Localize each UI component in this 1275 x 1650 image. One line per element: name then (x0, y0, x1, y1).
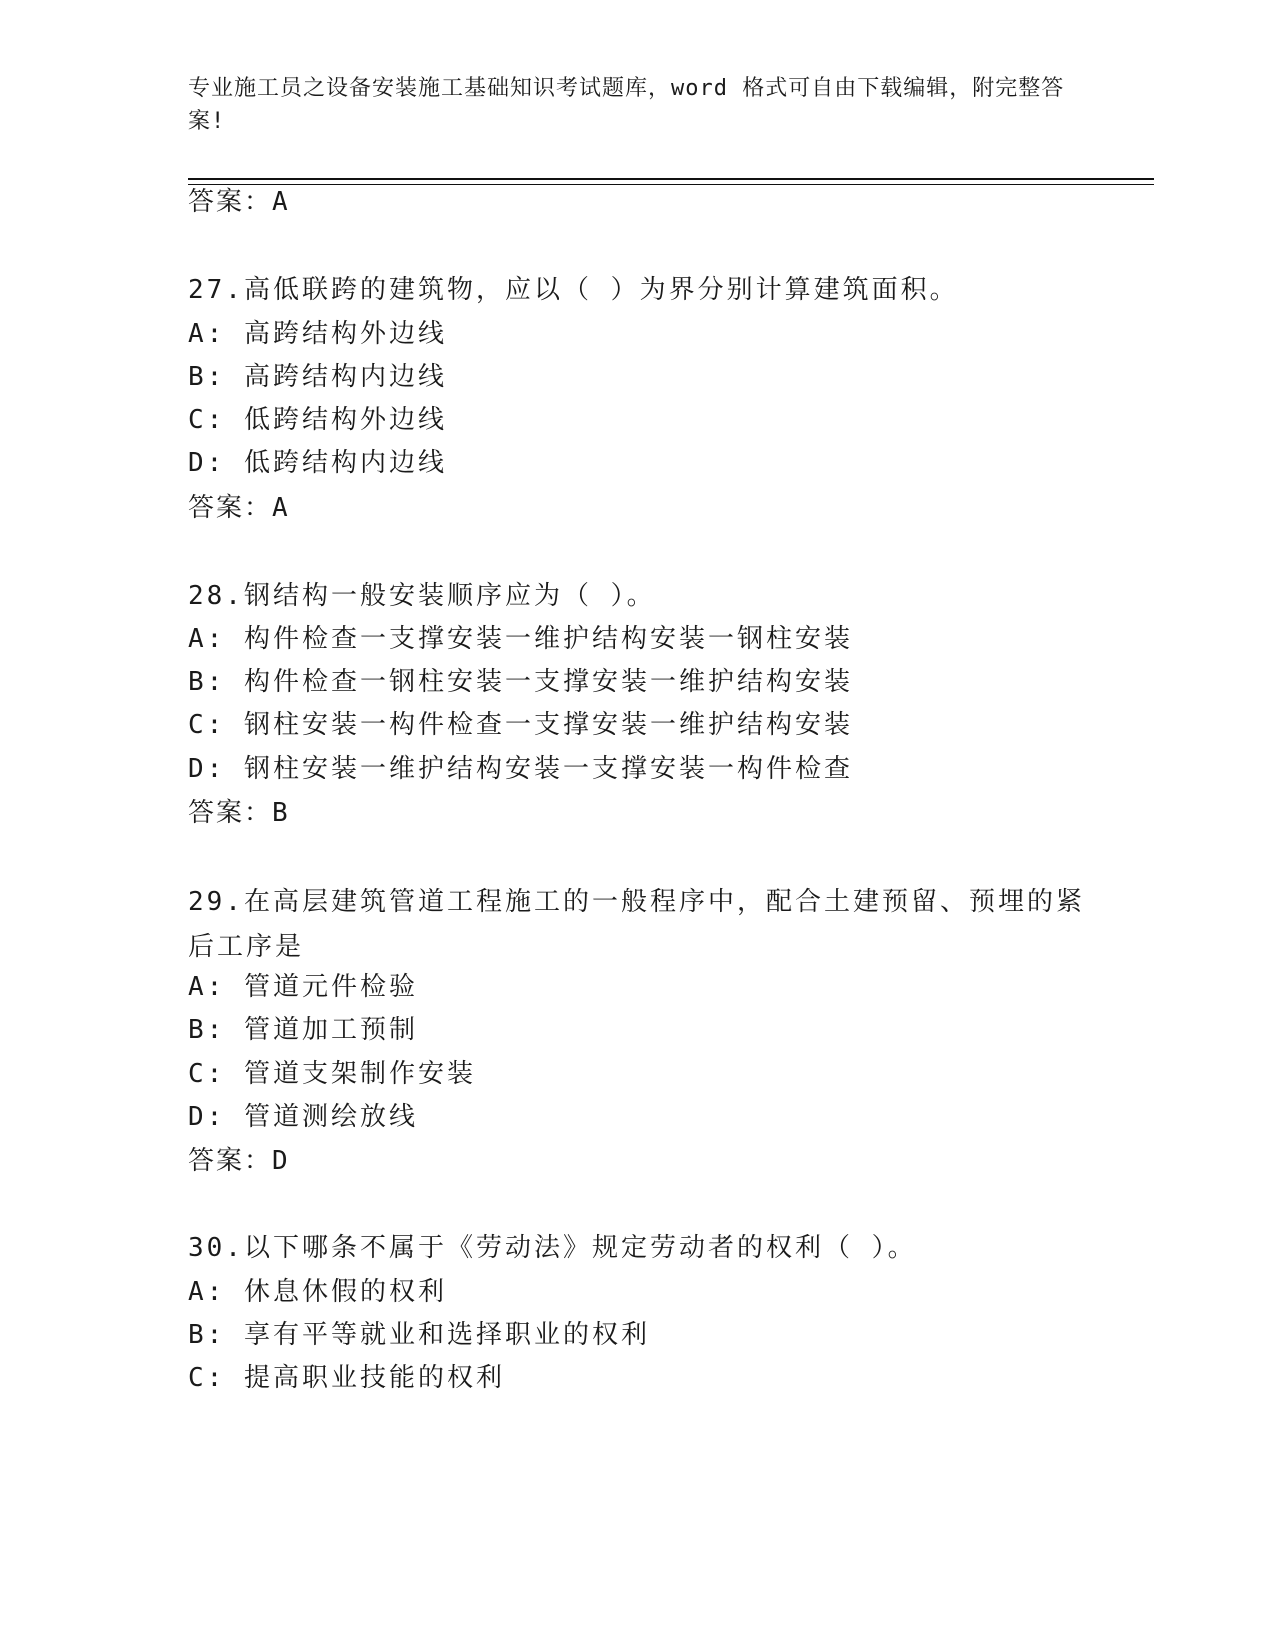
question-30-option-a: A: 休息休假的权利 (188, 1277, 447, 1307)
question-28-option-c: C: 钢柱安装一构件检查一支撑安装一维护结构安装 (188, 710, 853, 740)
question-29-option-b: B: 管道加工预制 (188, 1015, 418, 1045)
question-28-option-b: B: 构件检查一钢柱安装一支撑安装一维护结构安装 (188, 667, 853, 697)
header-divider-thick (188, 178, 1154, 180)
question-27-option-d: D: 低跨结构内边线 (188, 448, 447, 478)
question-27-option-b: B: 高跨结构内边线 (188, 362, 447, 392)
question-29-answer: 答案：D (188, 1146, 290, 1176)
question-27: 27.高低联跨的建筑物，应以（ ）为界分别计算建筑面积。 (188, 275, 959, 305)
question-29-option-a: A: 管道元件检验 (188, 972, 418, 1002)
question-29: 29.在高层建筑管道工程施工的一般程序中，配合土建预留、预埋的紧后工序是 (188, 887, 1085, 962)
question-27-option-a: A: 高跨结构外边线 (188, 319, 447, 349)
header-divider-thin (188, 184, 1154, 185)
question-30-option-b: B: 享有平等就业和选择职业的权利 (188, 1320, 650, 1350)
question-27-option-c: C: 低跨结构外边线 (188, 405, 447, 435)
previous-answer: 答案：A (188, 187, 290, 217)
document-header: 专业施工员之设备安装施工基础知识考试题库，word 格式可自由下载编辑，附完整答案! (188, 76, 1065, 134)
question-28-answer: 答案：B (188, 798, 290, 828)
question-28: 28.钢结构一般安装顺序应为（ ）。 (188, 581, 656, 611)
question-30-option-c: C: 提高职业技能的权利 (188, 1363, 505, 1393)
question-29-option-d: D: 管道测绘放线 (188, 1102, 418, 1132)
question-29-option-c: C: 管道支架制作安装 (188, 1059, 476, 1089)
question-30: 30.以下哪条不属于《劳动法》规定劳动者的权利（ ）。 (188, 1233, 917, 1263)
question-28-option-a: A: 构件检查一支撑安装一维护结构安装一钢柱安装 (188, 624, 853, 654)
question-28-option-d: D: 钢柱安装一维护结构安装一支撑安装一构件检查 (188, 754, 853, 784)
question-27-answer: 答案：A (188, 493, 290, 523)
